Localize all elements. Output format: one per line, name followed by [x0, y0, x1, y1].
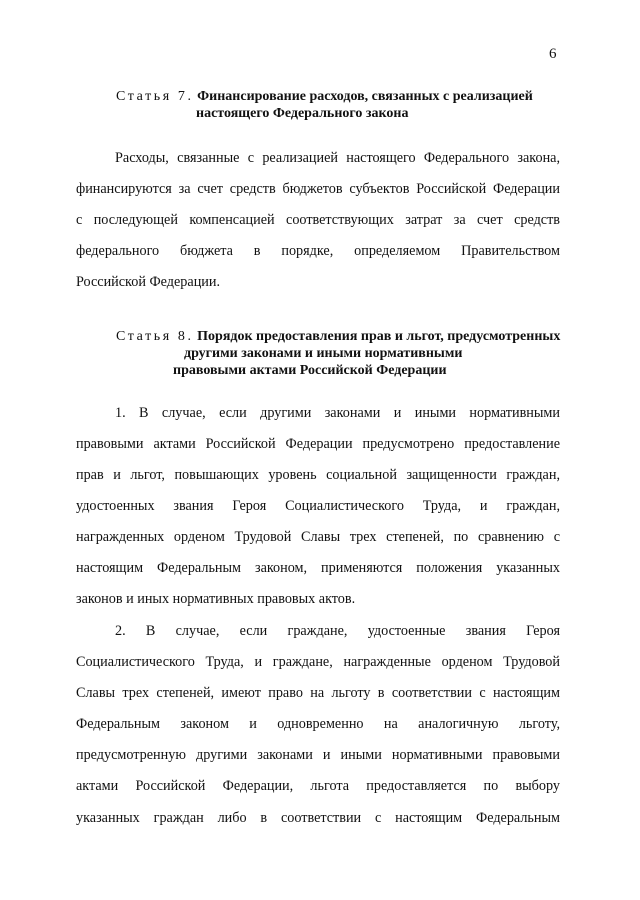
article-8-title-line-3: правовыми актами Российской Федерации: [173, 363, 447, 378]
article-7-title-line-1: Финансирование расходов, связанных с реализацией: [197, 89, 533, 104]
article-7-line-3: с последующей компенсацией соответствующих затрат за счет средств: [76, 212, 560, 228]
article-8-line-1: 1. В случае, если другими законами и иными нормативными: [115, 405, 560, 421]
article-8-line-6: настоящим Федеральным законом, применяются положения указанных: [76, 560, 560, 576]
article-7-line-1: Расходы, связанные с реализацией настоящего Федерального закона,: [115, 150, 560, 166]
article-8-line-5: награжденных орденом Трудовой Славы трех степеней, по сравнению с: [76, 529, 560, 545]
article-8-line-14: указанных граждан либо в соответствии с настоящим Федеральным: [76, 810, 560, 826]
article-7-title-line-2: настоящего Федерального закона: [196, 106, 409, 121]
article-8-line-2: правовыми актами Российской Федерации предусмотрено предоставление: [76, 436, 560, 452]
article-8-label: Статья 8.: [116, 329, 194, 344]
article-8-title-line-1: Порядок предоставления прав и льгот, предусмотренных: [197, 329, 561, 344]
article-8-line-7: законов и иных нормативных правовых актов.: [76, 591, 356, 607]
article-8-title-line-2: другими законами и иными нормативными: [184, 346, 463, 361]
article-8-line-10: Славы трех степеней, имеют право на льготу в соответствии с настоящим: [76, 685, 560, 701]
article-7-line-4: федерального бюджета в порядке, определяемом Правительством: [76, 243, 560, 259]
article-8-heading: [116, 328, 560, 345]
article-7-line-2: финансируются за счет средств бюджетов субъектов Российской Федерации: [76, 181, 560, 197]
article-7-line-5: Российской Федерации.: [76, 274, 221, 290]
article-8-title-line-3-wrapper: [173, 362, 447, 379]
article-8-line-13: актами Российской Федерации, льгота предоставляется по выбору: [76, 778, 560, 794]
article-8-title-lines-wrapper: [184, 345, 462, 362]
article-8-line-3: прав и льгот, повышающих уровень социальной защищенности граждан,: [76, 467, 560, 483]
article-8-line-8: 2. В случае, если граждане, удостоенные звания Героя: [115, 623, 560, 639]
article-8-line-12: предусмотренную другими законами и иными нормативными правовыми: [76, 747, 560, 763]
page-number: 6: [549, 46, 557, 62]
article-8-line-9: Социалистического Труда, и граждане, награжденные орденом Трудовой: [76, 654, 560, 670]
article-7-heading: [116, 88, 533, 105]
article-7-label: Статья 7.: [116, 89, 194, 104]
article-8-line-4: удостоенных звания Героя Социалистического Труда, и граждан,: [76, 498, 560, 514]
article-8-line-11: Федеральным законом и одновременно на аналогичную льготу,: [76, 716, 560, 732]
article-7-title-line-2-wrapper: [196, 105, 409, 122]
